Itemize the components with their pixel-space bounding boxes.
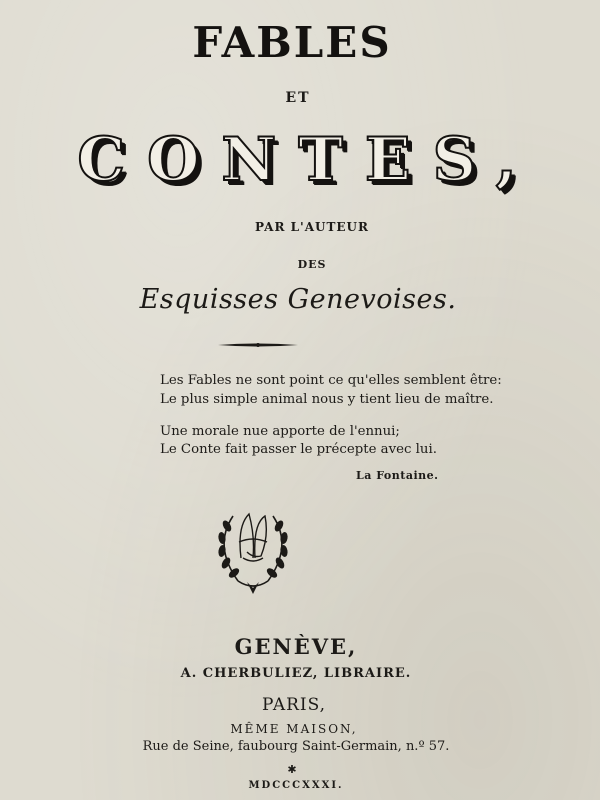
epigraph-line-1: Les Fables ne sont point ce qu'elles semblent être:: [160, 373, 502, 388]
monogram-wreath-icon: [203, 496, 303, 596]
epigraph-line-3: Une morale nue apporte de l'ennui;: [160, 424, 400, 439]
title-et: ET: [285, 90, 311, 106]
par-auteur-line: PAR L'AUTEUR: [254, 220, 369, 234]
title-fables: FABLES: [192, 18, 392, 67]
imprint-year: MDCCCXXXI.: [248, 780, 344, 791]
des-line: DES: [297, 258, 327, 271]
epigraph-line-2: Le plus simple animal nous y tient lieu de maître.: [160, 392, 494, 407]
imprint-address: Rue de Seine, faubourg Saint-Germain, n.º 57.: [142, 739, 450, 754]
imprint-city-paris: PARIS,: [261, 695, 327, 715]
imprint-house: MÊME MAISON,: [230, 722, 358, 736]
asterisk-ornament-icon: ✱: [287, 763, 297, 776]
epigraph-line-4: Le Conte fait passer le précepte avec lui.: [160, 442, 437, 457]
epigraph-attribution: La Fontaine.: [356, 469, 439, 482]
decorative-rule-icon: [218, 342, 298, 348]
imprint-city-geneve: GENÈVE,: [234, 634, 358, 659]
imprint-publisher: A. CHERBULIEZ, LIBRAIRE.: [180, 666, 412, 681]
title-contes: CONTES,: [77, 125, 539, 195]
esquisses-title: Esquisses Genevoises.: [139, 284, 457, 315]
